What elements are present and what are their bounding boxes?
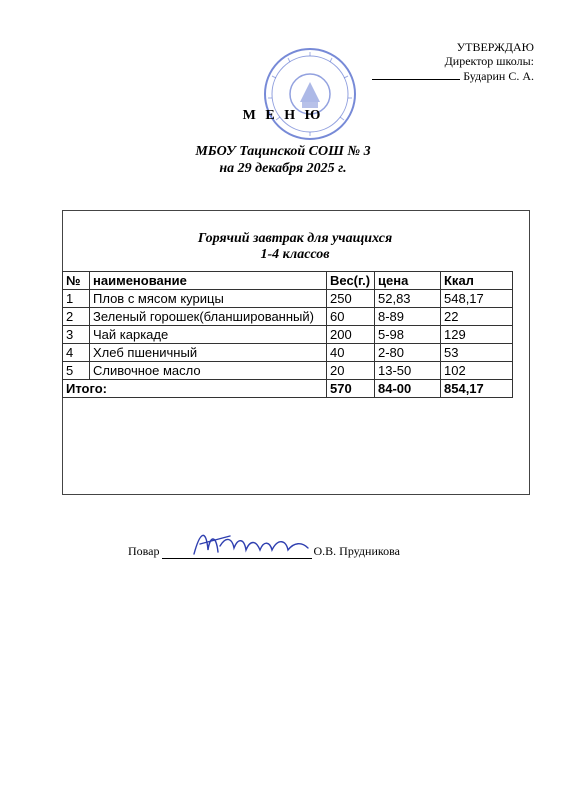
cook-label: Повар bbox=[128, 544, 160, 558]
row-weight: 250 bbox=[327, 290, 375, 308]
total-weight: 570 bbox=[327, 380, 375, 398]
row-kcal: 53 bbox=[441, 344, 513, 362]
approval-sign-line bbox=[372, 68, 460, 80]
row-number: 4 bbox=[63, 344, 90, 362]
col-price: цена bbox=[375, 272, 441, 290]
approval-title: УТВЕРЖДАЮ bbox=[456, 40, 534, 54]
row-weight: 60 bbox=[327, 308, 375, 326]
school-stamp-icon bbox=[262, 46, 358, 142]
table-row bbox=[63, 308, 513, 326]
menu-date: на 29 декабря 2025 г. bbox=[219, 161, 347, 176]
col-weight: Вес(г.) bbox=[327, 272, 375, 290]
row-number: 1 bbox=[63, 290, 90, 308]
school-name: МБОУ Тацинской СОШ № 3 bbox=[195, 144, 371, 159]
cook-name: О.В. Прудникова bbox=[313, 544, 400, 558]
col-kcal: Ккал bbox=[441, 272, 513, 290]
table-row bbox=[63, 344, 513, 362]
row-kcal: 548,17 bbox=[441, 290, 513, 308]
approval-block bbox=[372, 40, 534, 83]
table-row bbox=[63, 362, 513, 380]
approval-name: Бударин С. А. bbox=[463, 69, 534, 83]
row-name: Зеленый горошек(бланшированный) bbox=[90, 308, 327, 326]
total-row bbox=[63, 380, 513, 398]
row-name: Сливочное масло bbox=[90, 362, 327, 380]
row-price: 8-89 bbox=[375, 308, 441, 326]
row-kcal: 129 bbox=[441, 326, 513, 344]
row-price: 52,83 bbox=[375, 290, 441, 308]
approval-name-row bbox=[372, 68, 534, 83]
school-header bbox=[0, 143, 566, 177]
row-name: Чай каркаде bbox=[90, 326, 327, 344]
total-price: 84-00 bbox=[375, 380, 441, 398]
table-row bbox=[63, 290, 513, 308]
col-name: наименование bbox=[90, 272, 327, 290]
table-header-row bbox=[63, 272, 513, 290]
row-number: 5 bbox=[63, 362, 90, 380]
row-price: 5-98 bbox=[375, 326, 441, 344]
row-kcal: 102 bbox=[441, 362, 513, 380]
row-price: 2-80 bbox=[375, 344, 441, 362]
meal-title: Горячий завтрак для учащихся bbox=[197, 231, 393, 246]
row-weight: 200 bbox=[327, 326, 375, 344]
approval-position: Директор школы: bbox=[444, 54, 534, 68]
row-number: 2 bbox=[63, 308, 90, 326]
row-weight: 40 bbox=[327, 344, 375, 362]
meal-subtitle: 1-4 классов bbox=[260, 247, 330, 262]
menu-table bbox=[62, 271, 513, 398]
meal-heading bbox=[62, 231, 528, 263]
col-number: № bbox=[63, 272, 90, 290]
cook-signature-icon bbox=[190, 524, 320, 564]
total-kcal: 854,17 bbox=[441, 380, 513, 398]
menu-title: М Е Н Ю bbox=[242, 108, 324, 123]
total-label: Итого: bbox=[63, 380, 327, 398]
table-row bbox=[63, 326, 513, 344]
row-price: 13-50 bbox=[375, 362, 441, 380]
row-name: Плов с мясом курицы bbox=[90, 290, 327, 308]
row-kcal: 22 bbox=[441, 308, 513, 326]
row-name: Хлеб пшеничный bbox=[90, 344, 327, 362]
row-number: 3 bbox=[63, 326, 90, 344]
row-weight: 20 bbox=[327, 362, 375, 380]
